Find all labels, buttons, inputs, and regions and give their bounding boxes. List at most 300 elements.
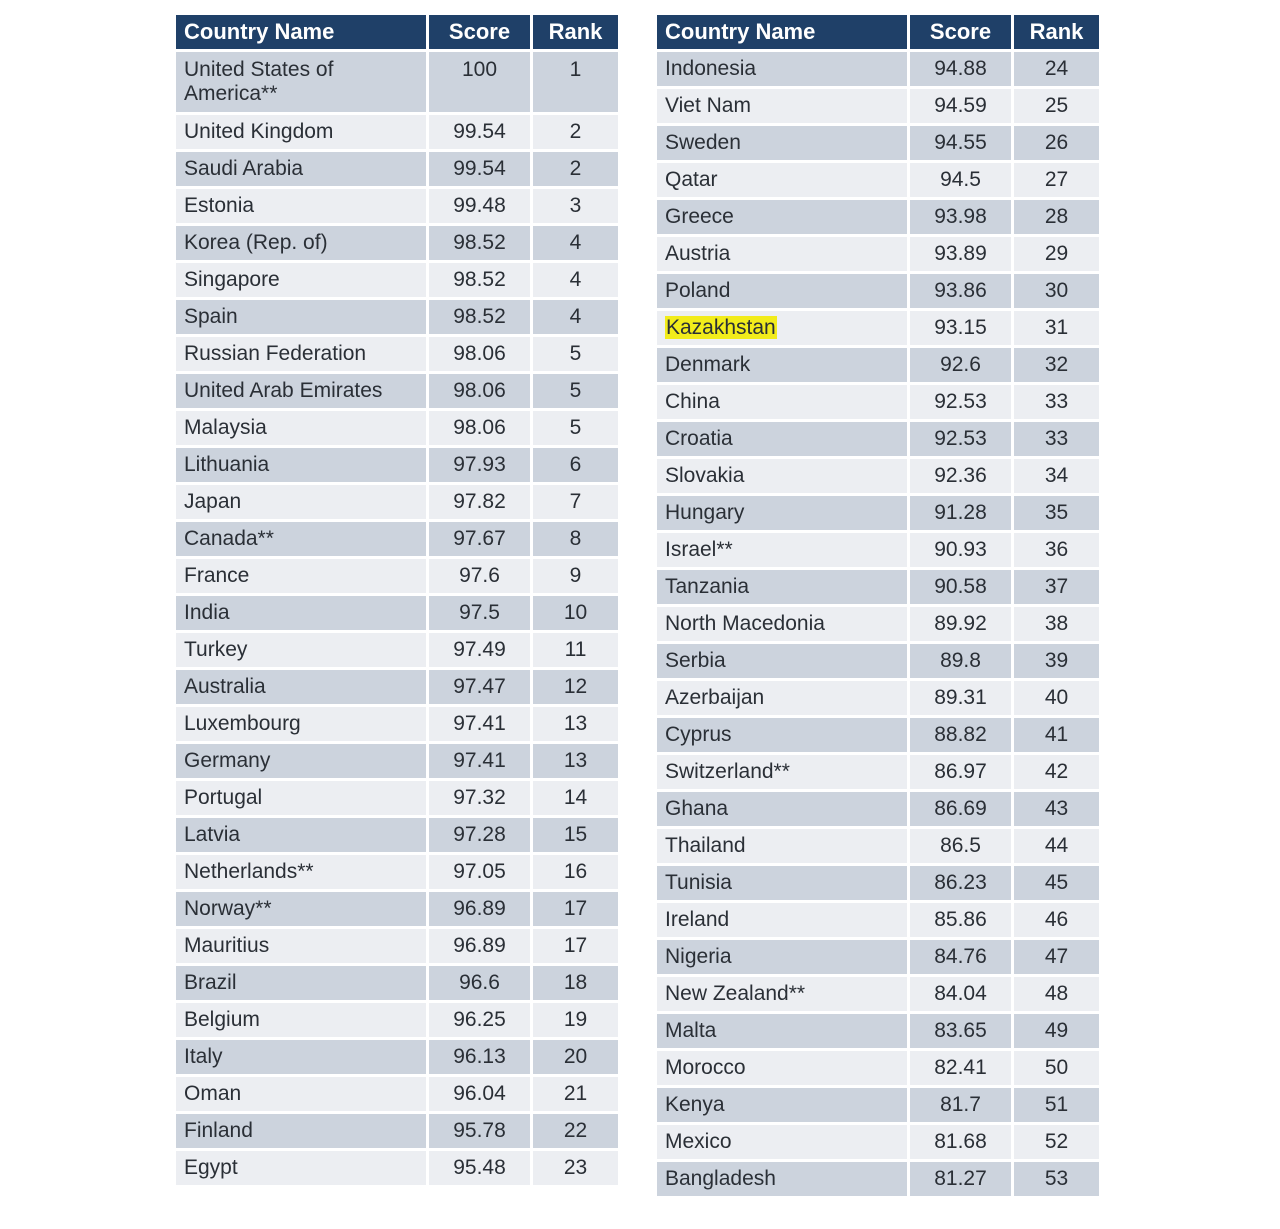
rank-cell: 24 — [1011, 52, 1099, 86]
table-row — [176, 374, 618, 408]
table-row — [657, 89, 1099, 123]
table-body — [176, 52, 618, 1185]
score-cell: 93.89 — [907, 237, 1011, 271]
country-name-cell — [176, 1077, 426, 1111]
country-name: Morocco — [665, 1056, 746, 1079]
table-row — [657, 52, 1099, 86]
rank-cell: 53 — [1011, 1162, 1099, 1196]
country-name: Netherlands** — [184, 860, 314, 883]
table-row — [176, 818, 618, 852]
country-name: Malaysia — [184, 416, 267, 439]
table-row — [657, 570, 1099, 604]
score-cell: 90.58 — [907, 570, 1011, 604]
score-cell: 91.28 — [907, 496, 1011, 530]
country-name-cell — [657, 718, 907, 752]
table-row — [176, 226, 618, 260]
country-name-cell — [657, 940, 907, 974]
country-name-cell — [657, 274, 907, 308]
country-name-cell — [657, 1088, 907, 1122]
score-cell: 97.82 — [426, 485, 530, 519]
score-cell: 98.06 — [426, 411, 530, 445]
country-name-cell — [176, 1151, 426, 1185]
score-cell: 96.04 — [426, 1077, 530, 1111]
country-name-cell — [657, 533, 907, 567]
score-cell: 86.69 — [907, 792, 1011, 826]
country-name-cell — [176, 1003, 426, 1037]
rank-cell: 2 — [530, 115, 618, 149]
highlighted-country-name: Kazakhstan — [666, 316, 776, 339]
table-row — [176, 115, 618, 149]
score-cell: 100 — [426, 52, 530, 112]
rank-cell: 7 — [530, 485, 618, 519]
country-name: Italy — [184, 1045, 223, 1068]
score-cell: 97.28 — [426, 818, 530, 852]
score-cell: 97.47 — [426, 670, 530, 704]
rank-cell: 32 — [1011, 348, 1099, 382]
rank-cell: 36 — [1011, 533, 1099, 567]
score-cell: 98.52 — [426, 226, 530, 260]
country-name-cell — [176, 670, 426, 704]
country-name-cell — [176, 633, 426, 667]
country-name-cell — [657, 348, 907, 382]
country-name-cell — [176, 559, 426, 593]
country-name: Singapore — [184, 268, 280, 291]
country-name-cell — [657, 829, 907, 863]
score-cell: 81.68 — [907, 1125, 1011, 1159]
table-row — [657, 977, 1099, 1011]
country-name: Brazil — [184, 971, 237, 994]
score-cell: 92.36 — [907, 459, 1011, 493]
ranking-table-right — [657, 12, 1099, 1199]
country-name-cell — [657, 644, 907, 678]
country-name-cell — [657, 977, 907, 1011]
rank-cell: 3 — [530, 189, 618, 223]
score-cell: 97.67 — [426, 522, 530, 556]
score-cell: 90.93 — [907, 533, 1011, 567]
header-row — [657, 15, 1099, 49]
score-cell: 92.53 — [907, 385, 1011, 419]
rank-cell: 4 — [530, 263, 618, 297]
country-name: Israel** — [665, 538, 733, 561]
score-cell: 83.65 — [907, 1014, 1011, 1048]
country-name-cell — [176, 707, 426, 741]
score-cell: 84.04 — [907, 977, 1011, 1011]
score-cell: 97.5 — [426, 596, 530, 630]
country-name-cell — [176, 263, 426, 297]
table-row — [176, 485, 618, 519]
country-name: Belgium — [184, 1008, 260, 1031]
country-name-cell — [657, 607, 907, 641]
table-row — [176, 337, 618, 371]
country-name-cell — [176, 52, 426, 112]
country-name: Indonesia — [665, 57, 757, 80]
country-name: Malta — [665, 1019, 717, 1042]
country-name-cell — [176, 115, 426, 149]
country-name-cell — [657, 496, 907, 530]
table-row — [657, 681, 1099, 715]
rank-cell: 4 — [530, 226, 618, 260]
score-cell: 97.41 — [426, 744, 530, 778]
score-cell: 89.92 — [907, 607, 1011, 641]
table-row — [176, 411, 618, 445]
score-cell: 94.59 — [907, 89, 1011, 123]
score-cell: 89.31 — [907, 681, 1011, 715]
country-name: United Kingdom — [184, 120, 334, 143]
score-cell: 86.5 — [907, 829, 1011, 863]
score-cell: 85.86 — [907, 903, 1011, 937]
table-row — [176, 1003, 618, 1037]
rank-cell: 40 — [1011, 681, 1099, 715]
table-row — [657, 1162, 1099, 1196]
rank-cell: 19 — [530, 1003, 618, 1037]
country-name: Thailand — [665, 834, 746, 857]
country-name-cell — [176, 152, 426, 186]
country-name-cell — [657, 163, 907, 197]
table-row — [176, 596, 618, 630]
country-name: Portugal — [184, 786, 263, 809]
country-name-cell — [176, 189, 426, 223]
country-name: Latvia — [184, 823, 241, 846]
country-name: Viet Nam — [665, 94, 751, 117]
rank-cell: 49 — [1011, 1014, 1099, 1048]
score-cell: 96.89 — [426, 892, 530, 926]
table-row — [657, 274, 1099, 308]
table-row — [657, 459, 1099, 493]
country-name: Estonia — [184, 194, 255, 217]
country-name: Sweden — [665, 131, 741, 154]
table-row — [176, 966, 618, 1000]
score-cell: 97.93 — [426, 448, 530, 482]
rank-cell: 30 — [1011, 274, 1099, 308]
table-row — [176, 1151, 618, 1185]
table-row — [657, 496, 1099, 530]
score-cell: 94.55 — [907, 126, 1011, 160]
rank-header: Rank — [530, 15, 618, 49]
rank-cell: 26 — [1011, 126, 1099, 160]
rank-cell: 17 — [530, 892, 618, 926]
table-row — [657, 829, 1099, 863]
country-name-cell — [176, 781, 426, 815]
table-row — [657, 385, 1099, 419]
table-row — [657, 311, 1099, 345]
country-name-cell — [176, 300, 426, 334]
country-name-cell — [657, 422, 907, 456]
country-name-cell — [176, 744, 426, 778]
rank-cell: 25 — [1011, 89, 1099, 123]
rank-cell: 12 — [530, 670, 618, 704]
country-name-header: Country Name — [657, 15, 907, 49]
country-name-cell — [176, 226, 426, 260]
rank-cell: 39 — [1011, 644, 1099, 678]
country-name: Denmark — [665, 353, 751, 376]
rank-cell: 38 — [1011, 607, 1099, 641]
country-name-cell — [657, 755, 907, 789]
rank-cell: 21 — [530, 1077, 618, 1111]
country-name-cell — [176, 1040, 426, 1074]
rank-cell: 52 — [1011, 1125, 1099, 1159]
score-cell: 92.6 — [907, 348, 1011, 382]
country-name-cell — [657, 311, 907, 345]
country-name: Japan — [184, 490, 242, 513]
country-name-cell — [657, 866, 907, 900]
country-name: Norway** — [184, 897, 272, 920]
rank-cell: 41 — [1011, 718, 1099, 752]
score-cell: 97.32 — [426, 781, 530, 815]
country-name: Spain — [184, 305, 238, 328]
rank-cell: 37 — [1011, 570, 1099, 604]
country-name-cell — [176, 929, 426, 963]
country-name: Germany — [184, 749, 271, 772]
table-row — [176, 559, 618, 593]
country-name: Australia — [184, 675, 266, 698]
country-name-cell — [176, 966, 426, 1000]
score-cell: 99.54 — [426, 152, 530, 186]
country-name-cell — [657, 52, 907, 86]
rank-cell: 28 — [1011, 200, 1099, 234]
table-row — [176, 892, 618, 926]
country-name: Hungary — [665, 501, 745, 524]
country-name-cell — [176, 448, 426, 482]
table-row — [657, 644, 1099, 678]
score-cell: 93.86 — [907, 274, 1011, 308]
rank-cell: 4 — [530, 300, 618, 334]
table-row — [176, 152, 618, 186]
country-name: Slovakia — [665, 464, 745, 487]
table-row — [657, 792, 1099, 826]
country-name: Mexico — [665, 1130, 732, 1153]
country-name-header: Country Name — [176, 15, 426, 49]
country-name-cell — [657, 1125, 907, 1159]
country-name: Canada** — [184, 527, 274, 550]
score-cell: 99.48 — [426, 189, 530, 223]
country-name-cell — [176, 485, 426, 519]
country-name-cell — [176, 892, 426, 926]
country-name: Greece — [665, 205, 734, 228]
country-name: Turkey — [184, 638, 248, 661]
rank-cell: 31 — [1011, 311, 1099, 345]
country-name: United Arab Emirates — [184, 379, 383, 402]
rank-cell: 50 — [1011, 1051, 1099, 1085]
score-cell: 86.23 — [907, 866, 1011, 900]
rank-cell: 14 — [530, 781, 618, 815]
country-name-cell — [657, 792, 907, 826]
rank-cell: 35 — [1011, 496, 1099, 530]
score-cell: 99.54 — [426, 115, 530, 149]
rank-cell: 1 — [530, 52, 618, 112]
rank-cell: 2 — [530, 152, 618, 186]
rank-cell: 11 — [530, 633, 618, 667]
country-name-cell — [657, 1014, 907, 1048]
country-name: Croatia — [665, 427, 733, 450]
country-name: Poland — [665, 279, 731, 302]
table-row — [657, 1088, 1099, 1122]
table-row — [657, 1014, 1099, 1048]
rank-cell: 20 — [530, 1040, 618, 1074]
table-row — [657, 718, 1099, 752]
rank-cell: 44 — [1011, 829, 1099, 863]
country-name: Mauritius — [184, 934, 270, 957]
rank-cell: 8 — [530, 522, 618, 556]
rank-cell: 51 — [1011, 1088, 1099, 1122]
rank-cell: 34 — [1011, 459, 1099, 493]
country-name: Egypt — [184, 1156, 238, 1179]
country-name: Qatar — [665, 168, 718, 191]
rank-cell: 13 — [530, 707, 618, 741]
country-name: China — [665, 390, 720, 413]
table-row — [176, 929, 618, 963]
country-name: Ghana — [665, 797, 729, 820]
country-name-cell — [176, 337, 426, 371]
rank-cell: 45 — [1011, 866, 1099, 900]
table-row — [657, 866, 1099, 900]
country-name: Saudi Arabia — [184, 157, 304, 180]
score-cell: 94.88 — [907, 52, 1011, 86]
score-cell: 97.41 — [426, 707, 530, 741]
table-row — [176, 633, 618, 667]
country-name-cell — [176, 1114, 426, 1148]
score-cell: 98.52 — [426, 300, 530, 334]
score-cell: 96.89 — [426, 929, 530, 963]
country-name: Switzerland** — [665, 760, 790, 783]
country-name-cell — [657, 570, 907, 604]
country-name: Ireland — [665, 908, 730, 931]
rank-cell: 10 — [530, 596, 618, 630]
country-name: Russian Federation — [184, 342, 367, 365]
rank-cell: 15 — [530, 818, 618, 852]
table-row — [657, 348, 1099, 382]
rank-cell: 27 — [1011, 163, 1099, 197]
score-cell: 96.25 — [426, 1003, 530, 1037]
rank-cell: 5 — [530, 411, 618, 445]
rank-cell: 13 — [530, 744, 618, 778]
table-row — [176, 744, 618, 778]
country-name: Austria — [665, 242, 731, 265]
score-header: Score — [907, 15, 1011, 49]
table-row — [176, 1040, 618, 1074]
score-cell: 84.76 — [907, 940, 1011, 974]
table-row — [657, 422, 1099, 456]
table-body — [657, 52, 1099, 1196]
rank-cell: 33 — [1011, 422, 1099, 456]
score-cell: 81.7 — [907, 1088, 1011, 1122]
table-row — [176, 189, 618, 223]
table-row — [657, 1051, 1099, 1085]
score-cell: 93.98 — [907, 200, 1011, 234]
table-row — [657, 755, 1099, 789]
rank-header: Rank — [1011, 15, 1099, 49]
country-name-cell — [657, 681, 907, 715]
header-row — [176, 15, 618, 49]
table-row — [176, 707, 618, 741]
rank-cell: 42 — [1011, 755, 1099, 789]
country-name-cell — [657, 1051, 907, 1085]
country-name: Serbia — [665, 649, 726, 672]
table-row — [176, 1114, 618, 1148]
country-name-cell — [176, 374, 426, 408]
country-name-cell — [176, 818, 426, 852]
rank-cell: 29 — [1011, 237, 1099, 271]
country-name: United States of America** — [184, 58, 334, 105]
country-name: France — [184, 564, 250, 587]
rank-cell: 18 — [530, 966, 618, 1000]
country-name: Korea (Rep. of) — [184, 231, 328, 254]
rank-cell: 46 — [1011, 903, 1099, 937]
score-cell: 98.06 — [426, 374, 530, 408]
table-row — [176, 781, 618, 815]
score-cell: 86.97 — [907, 755, 1011, 789]
country-name: Kenya — [665, 1093, 725, 1116]
rank-cell: 6 — [530, 448, 618, 482]
rank-cell: 5 — [530, 374, 618, 408]
table-row — [657, 1125, 1099, 1159]
rank-cell: 5 — [530, 337, 618, 371]
rank-cell: 22 — [530, 1114, 618, 1148]
rank-cell: 47 — [1011, 940, 1099, 974]
rank-cell: 17 — [530, 929, 618, 963]
score-cell: 92.53 — [907, 422, 1011, 456]
country-name-cell — [657, 237, 907, 271]
table-row — [176, 263, 618, 297]
table-row — [657, 237, 1099, 271]
table-row — [657, 940, 1099, 974]
score-cell: 89.8 — [907, 644, 1011, 678]
score-cell: 97.49 — [426, 633, 530, 667]
score-cell: 98.06 — [426, 337, 530, 371]
score-cell: 95.78 — [426, 1114, 530, 1148]
table-row — [657, 163, 1099, 197]
table-row — [176, 670, 618, 704]
score-cell: 97.05 — [426, 855, 530, 889]
country-name: Luxembourg — [184, 712, 301, 735]
country-name-cell — [657, 1162, 907, 1196]
score-cell: 81.27 — [907, 1162, 1011, 1196]
country-name: New Zealand** — [665, 982, 806, 1005]
table-row — [176, 1077, 618, 1111]
country-name: North Macedonia — [665, 612, 825, 635]
table-row — [657, 200, 1099, 234]
country-name: Lithuania — [184, 453, 270, 476]
country-name-cell — [657, 385, 907, 419]
country-name: Finland — [184, 1119, 253, 1142]
country-name: Oman — [184, 1082, 242, 1105]
rank-cell: 16 — [530, 855, 618, 889]
score-header: Score — [426, 15, 530, 49]
country-name-cell — [176, 596, 426, 630]
country-name: Cyprus — [665, 723, 732, 746]
country-name: India — [184, 601, 230, 624]
score-cell: 98.52 — [426, 263, 530, 297]
country-name-cell — [176, 411, 426, 445]
table-row — [176, 52, 618, 112]
country-name-cell — [657, 200, 907, 234]
score-cell: 88.82 — [907, 718, 1011, 752]
country-name: Tanzania — [665, 575, 750, 598]
rank-cell: 33 — [1011, 385, 1099, 419]
score-cell: 96.6 — [426, 966, 530, 1000]
score-cell: 93.15 — [907, 311, 1011, 345]
table-row — [176, 300, 618, 334]
country-name-cell — [657, 903, 907, 937]
table-row — [176, 855, 618, 889]
country-name-cell — [657, 126, 907, 160]
rank-cell: 43 — [1011, 792, 1099, 826]
rank-cell: 9 — [530, 559, 618, 593]
country-name-cell — [176, 522, 426, 556]
score-cell: 97.6 — [426, 559, 530, 593]
score-cell: 95.48 — [426, 1151, 530, 1185]
table-row — [176, 448, 618, 482]
table-row — [657, 903, 1099, 937]
